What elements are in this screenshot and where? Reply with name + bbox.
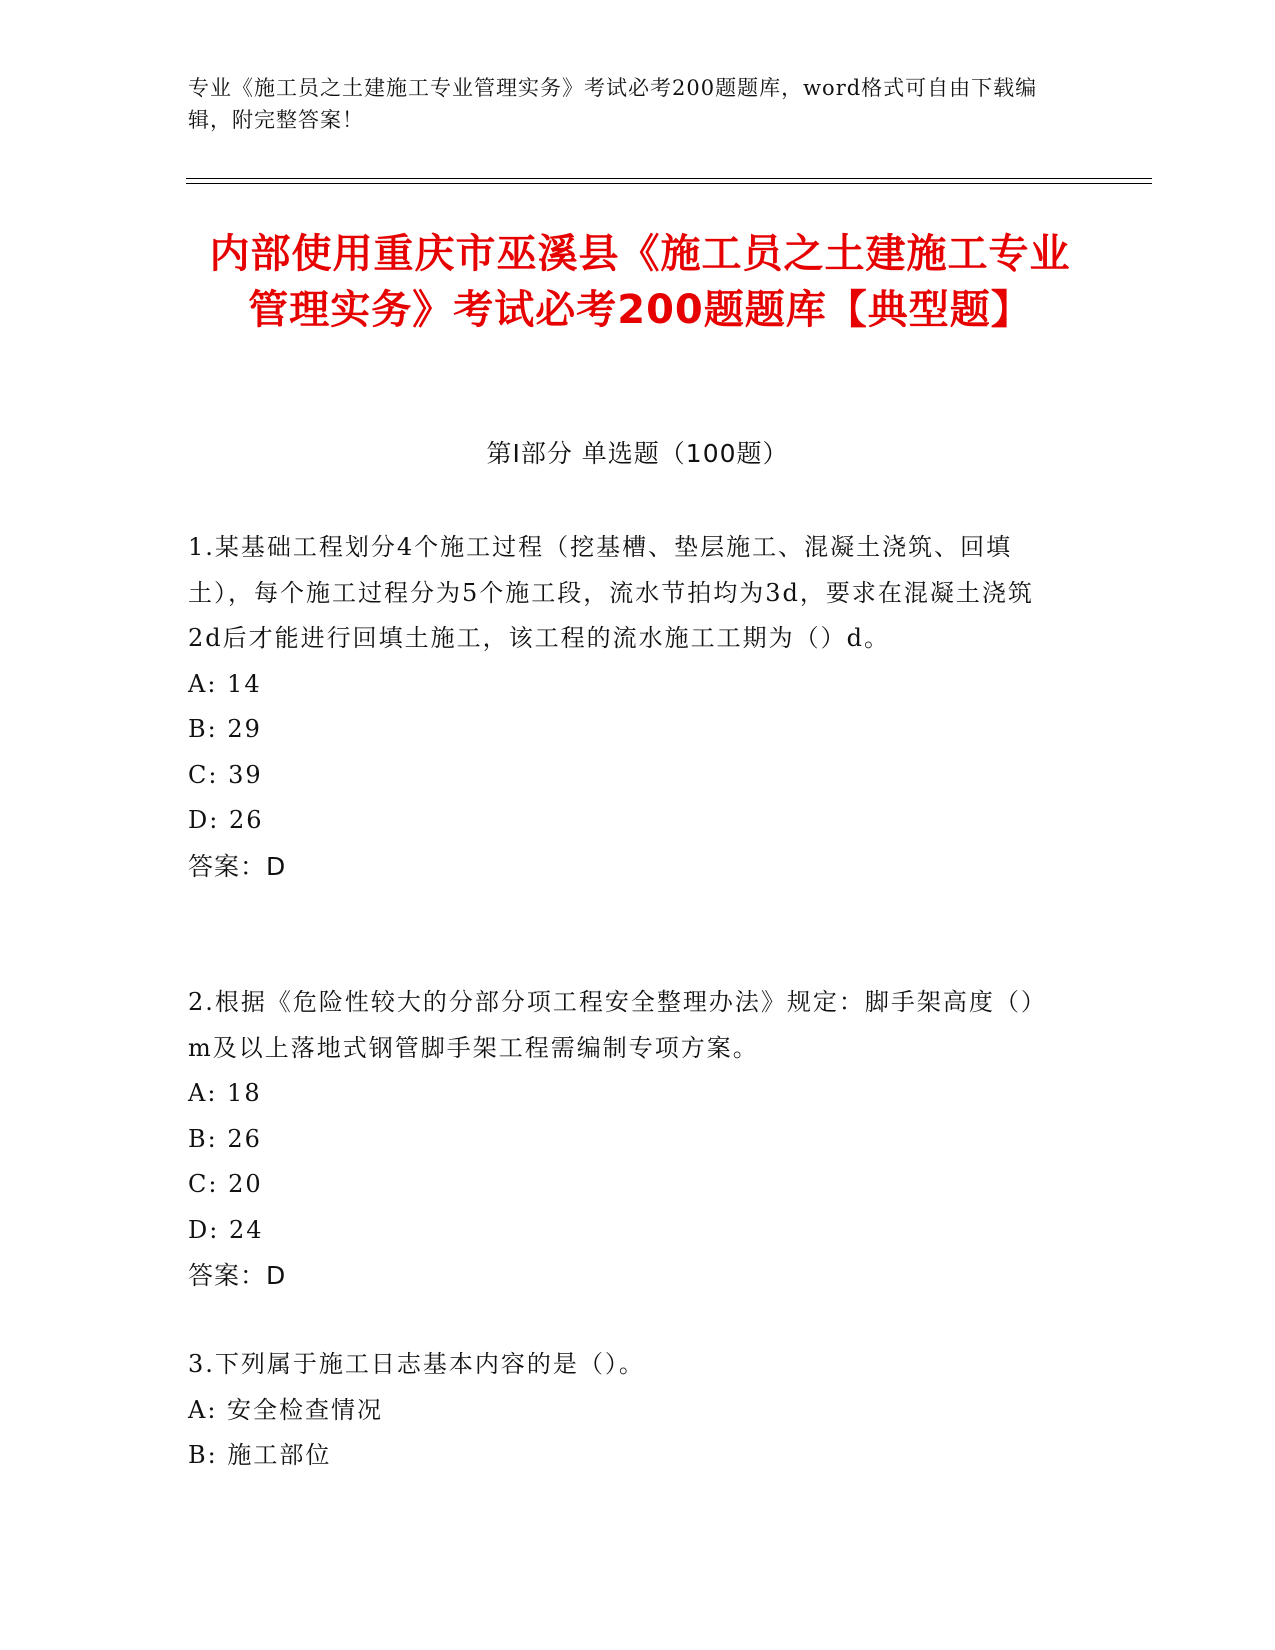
answer: 答案：D: [188, 851, 287, 881]
header-note: 专业《施工员之土建施工专业管理实务》考试必考200题题库，word格式可自由下载编辑，附完整答案！: [188, 76, 1038, 132]
option-d: D: 24: [188, 1215, 264, 1244]
question-2: [188, 980, 1068, 1299]
header-divider-bottom: [186, 183, 1152, 184]
option-b: B: 施工部位: [188, 1441, 332, 1469]
option-b: B: 26: [188, 1124, 262, 1153]
question-3: [188, 1342, 1068, 1479]
section-title: 第Ⅰ部分 单选题（100题）: [486, 439, 789, 468]
answer: 答案：D: [188, 1261, 287, 1290]
question-stem: 3.下列属于施工日志基本内容的是（）。: [188, 1350, 645, 1378]
option-a: A: 18: [188, 1079, 262, 1107]
header-divider-top: [186, 178, 1152, 179]
question-stem: 1.某基础工程划分4个施工过程（挖基槽、垫层施工、混凝土浇筑、回填土），每个施工过程分为5个施工段，流水节拍均为3d，要求在混凝土浇筑2d后才能进行回填土施工，该工程的流水施工工期为（）d。: [188, 533, 1034, 652]
option-c: C: 39: [188, 760, 263, 789]
option-a: A: 14: [188, 669, 262, 698]
option-b: B: 29: [188, 715, 262, 743]
option-a: A: 安全检查情况: [188, 1395, 384, 1424]
question-stem: 2.根据《危险性较大的分部分项工程安全整理办法》规定：脚手架高度（）m及以上落地式钢管脚手架工程需编制专项方案。: [188, 988, 1047, 1062]
option-d: D: 26: [188, 806, 264, 834]
option-c: C: 20: [188, 1170, 263, 1198]
question-1: [188, 525, 1068, 889]
document-title: 内部使用重庆市巫溪县《施工员之土建施工专业管理实务》考试必考200题题库【典型题】: [209, 231, 1071, 333]
